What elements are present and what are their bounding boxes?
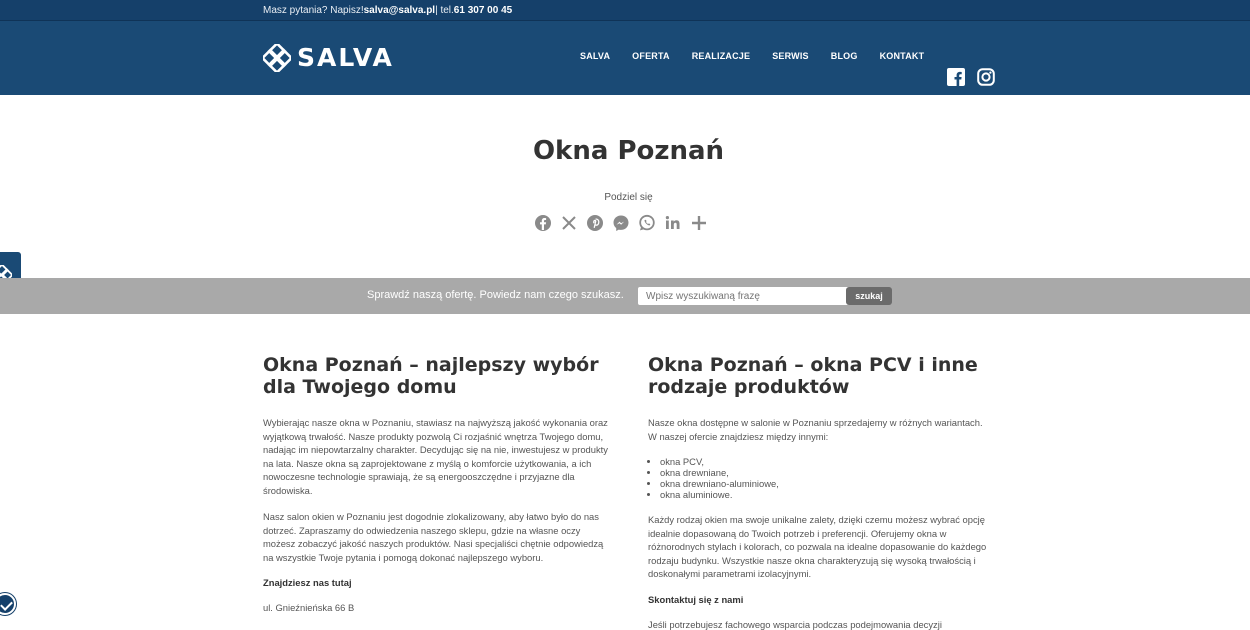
search-prompt: Sprawdź naszą ofertę. Powiedz nam czego szukasz. <box>367 289 624 301</box>
main-nav <box>580 51 924 61</box>
share-pinterest-icon[interactable] <box>586 214 604 232</box>
share-facebook-icon[interactable] <box>534 214 552 232</box>
right-paragraph-3: Jeśli potrzebujesz fachowego wsparcia podczas podejmowania decyzji <box>648 618 942 630</box>
share-x-icon[interactable] <box>560 214 578 232</box>
facebook-icon[interactable] <box>947 68 965 86</box>
topbar-email-link[interactable]: salva@salva.pl <box>363 4 436 16</box>
social-links <box>947 68 995 86</box>
hero-section <box>0 95 1250 278</box>
logo-text: SALVA <box>297 43 394 72</box>
product-list <box>660 456 993 500</box>
site-header <box>0 21 1250 95</box>
left-column <box>263 354 608 628</box>
list-item: • okna drewniane, <box>660 467 993 478</box>
nav-oferta[interactable]: OFERTA <box>632 51 670 61</box>
right-column <box>648 354 993 630</box>
search-input[interactable] <box>638 287 853 305</box>
left-subheading: Znajdziesz nas tutaj <box>263 577 352 588</box>
search-bar <box>0 278 1250 314</box>
top-contact-bar <box>0 0 1250 21</box>
share-whatsapp-icon[interactable] <box>638 214 656 232</box>
nav-serwis[interactable]: SERWIS <box>772 51 809 61</box>
share-label: Podziel się <box>604 192 653 203</box>
right-subheading: Skontaktuj się z nami <box>648 593 744 605</box>
logo-mark-icon <box>263 44 291 72</box>
left-paragraph-2: Nasz salon okien w Poznaniu jest dogodnie zlokalizowany, aby łatwo było do nas dotrzeć. Zapraszamy do odwiedzenia naszego sklepu, gdzie na własne oczy możesz zobaczyć jakość naszych produktów. Nasi specjaliści chętnie odpowiedzą na wszystkie Twoje pytania i pomogą dokonać najlepszego wyboru. <box>263 511 604 563</box>
topbar-prefix: Masz pytania? Napisz! <box>263 4 364 16</box>
left-heading: Okna Poznań – najlepszy wybór dla Twojego domu <box>263 354 599 398</box>
address-line: ul. Gnieźnieńska 66 B <box>263 602 355 613</box>
left-paragraph-1: Wybierając nasze okna w Poznaniu, stawiasz na najwyższą jakość wykonania oraz wyjątkową trwałość. Nasze produkty pozwolą Ci rozjaśnić wnętrza Twojego domu, nadając im niepowtarzalny charakter. Decydując się na nie, inwestujesz w produkty na lata. Nasze okna są zaprojektowane z myślą o komforcie użytkowania, a ich nowoczesne technologie sprawiają, że są energooszczędne i przyjazne dla środowiska. <box>263 417 608 496</box>
list-item: • okna aluminiowe. <box>660 489 993 500</box>
right-heading: Okna Poznań – okna PCV i inne rodzaje produktów <box>648 354 978 398</box>
topbar-phone-link[interactable]: 61 307 00 45 <box>453 4 513 16</box>
nav-salva[interactable]: SALVA <box>580 51 611 61</box>
share-more-icon[interactable] <box>690 214 708 232</box>
page-title: Okna Poznań <box>532 136 725 166</box>
share-icons <box>534 214 708 232</box>
right-paragraph-2: Każdy rodzaj okien ma swoje unikalne zalety, dzięki czemu możesz wybrać opcję idealnie dopasowaną do Twoich potrzeb i preferencji. Oferujemy okna w różnorodnych stylach i kolorach, co pozwala na idealne dopasowanie do każdego rodzaju budynku. Wszystkie nasze okna charakteryzują się wysoką trwałością i doskonałymi parametrami izolacyjnymi. <box>648 514 987 579</box>
nav-realizacje[interactable]: REALIZACJE <box>691 51 751 61</box>
share-linkedin-icon[interactable] <box>664 214 682 232</box>
right-paragraph-1: Nasze okna dostępne w salonie w Poznaniu sprzedajemy w różnych wariantach. W naszej ofercie znajdziesz między innymi: <box>648 417 983 442</box>
logo[interactable] <box>263 43 394 72</box>
search-button[interactable]: szukaj <box>846 287 892 305</box>
verified-badge-icon[interactable] <box>0 593 16 615</box>
topbar-separator: | tel. <box>435 4 454 16</box>
share-messenger-icon[interactable] <box>612 214 630 232</box>
nav-kontakt[interactable]: KONTAKT <box>879 51 925 61</box>
list-item: • okna drewniano-aluminiowe, <box>660 478 993 489</box>
list-item: • okna PCV, <box>660 456 993 467</box>
instagram-icon[interactable] <box>977 68 995 86</box>
nav-blog[interactable]: BLOG <box>830 51 858 61</box>
